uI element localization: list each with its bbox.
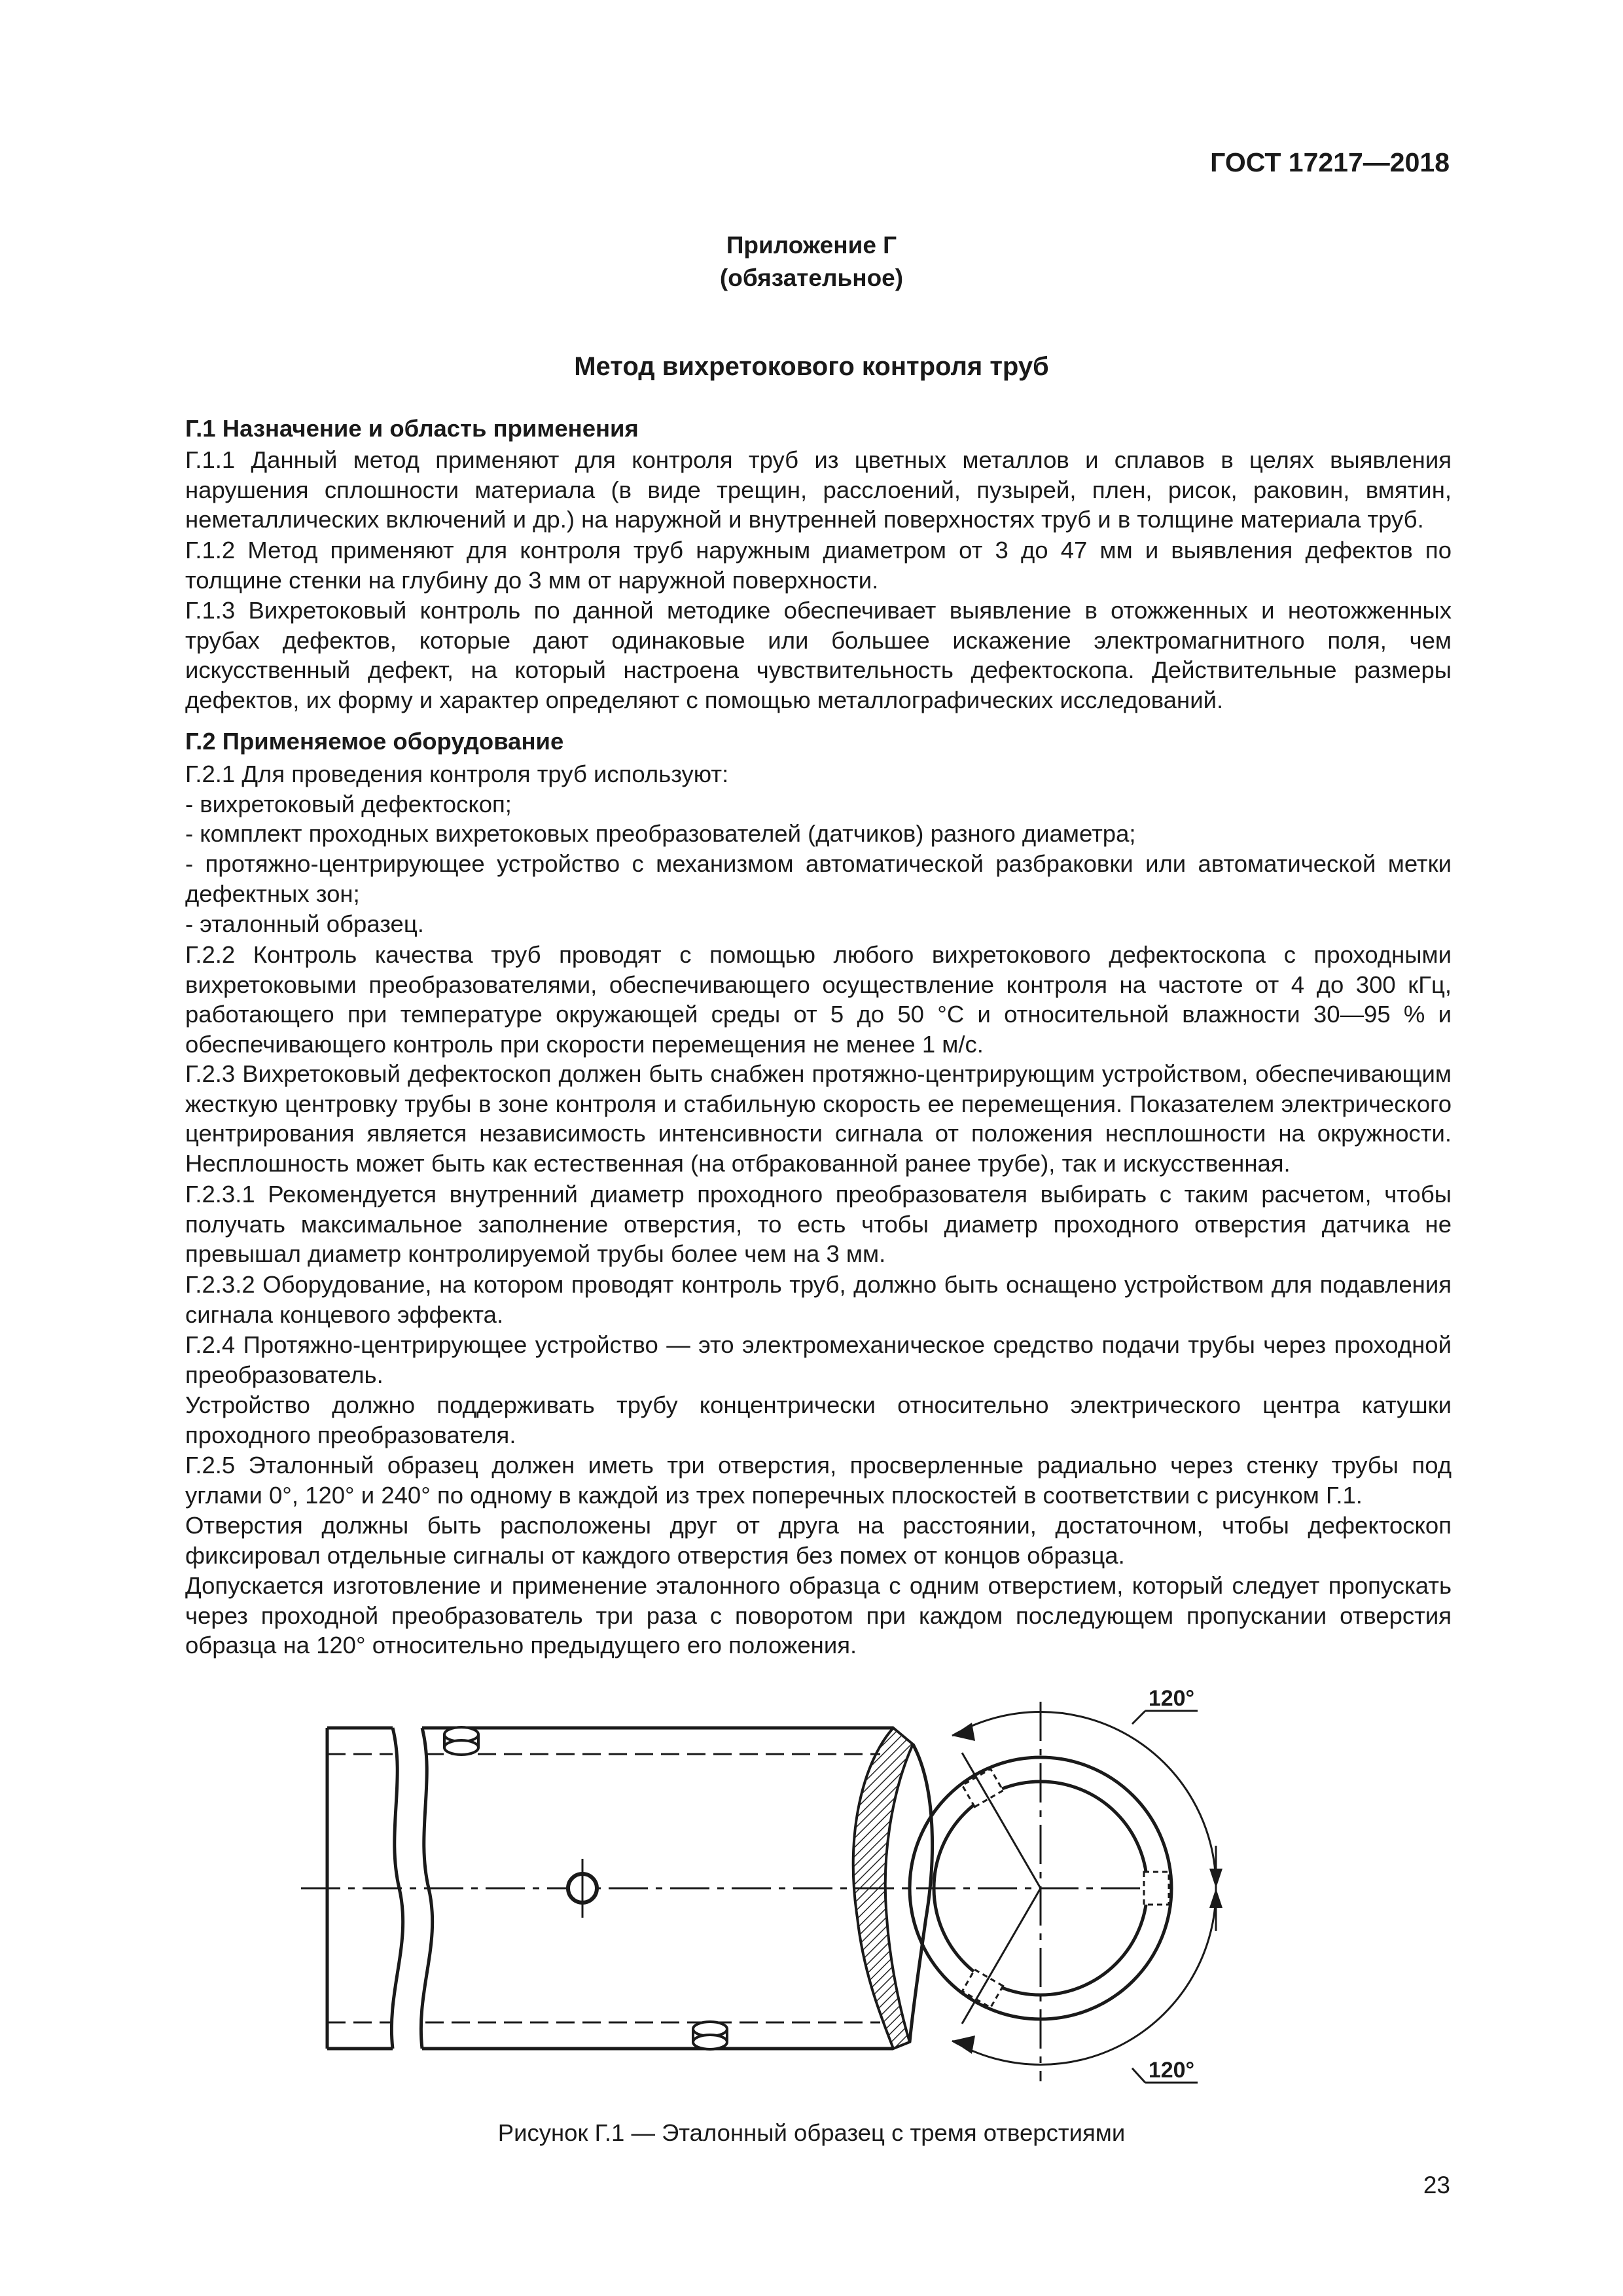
paragraph-text: Г.2.2 Контроль качества труб проводят с помощью любого вихретокового дефектоскопа с проходными вихретоковыми преобразователями, обеспечивающего осуществление контроля на частоте от 4 до 300 кГц, работающего при температуре окружающей среды от 5 до 50 °С и относительной влажности 30—95 % и обеспечивающего контроль при скорости перемещения не менее 1 м/с. [185,941,1452,1058]
list-item: - вихретоковый дефектоскоп; [185,790,512,817]
paragraph-text: Г.1.2 Метод применяют для контроля труб наружным диаметром от 3 до 47 мм и выявления дефектов по толщине стенки на глубину до 3 мм от наружной поверхности. [185,537,1452,594]
list-item: - комплект проходных вихретоковых преобразователей (датчиков) разного диаметра; [185,820,1136,848]
paragraph-g2-3-1 [116,1179,1452,1269]
paragraph-text: Г.2.1 Для проведения контроля труб используют: [185,761,729,787]
paragraph-text: Г.2.4 Протяжно-центрирующее устройство — это электромеханическое средство подачи трубы через проходной преобразователь. [185,1331,1452,1388]
reference-sample-figure [288,1682,1296,2101]
standard-number: ГОСТ 17217—2018 [1210,147,1450,177]
angle-label-top: 120° [1148,1686,1195,1711]
section-title: Метод вихретокового контроля труб [574,352,1049,381]
paragraph-text: Г.2.3 Вихретоковый дефектоскоп должен быть снабжен протяжно-центрирующим устройством, обеспечивающим жесткую центровку трубы в зоне контроля и стабильную скорость ее перемещения. Показателем электрического центрирования является независимость интенсивности сигнала от положения несплошности на окружности. Несплошность может быть как естественная (на отбракованной ранее трубе), так и искусственная. [185,1060,1452,1177]
paragraph-text: Допускается изготовление и применение эталонного образца с одним отверстием, который следует пропускать через проходной преобразователь три раза с поворотом при каждом последующем пропускании отверстия образца на 120° относительно предыдущего его положения. [185,1572,1452,1659]
paragraph-g2-4 [116,1330,1452,1390]
paragraph-text: Г.2.3.1 Рекомендуется внутренний диаметр проходного преобразователя выбирать с таким расчетом, чтобы получать максимальное заполнение отверстия, то есть чтобы диаметр проходного отверстия датчика не превышал диаметр контролируемой трубы более чем на 3 мм. [185,1181,1452,1268]
paragraph-text: Г.2.3.2 Оборудование, на котором проводят контроль труб, должно быть оснащено устройством для подавления сигнала концевого эффекта. [185,1271,1452,1328]
paragraph-g2-1 [116,759,1452,939]
appendix-title: Приложение Г [726,232,897,259]
paragraph-text: Отверстия должны быть расположены друг от друга на расстоянии, достаточном, чтобы дефектоскоп фиксировал отдельные сигналы от каждого отверстия без помех от концов образца. [185,1512,1452,1569]
page-number: 23 [1423,2172,1450,2198]
paragraph-g2-3-2 [116,1270,1452,1329]
heading-g2: Г.2 Применяемое оборудование [185,728,564,755]
paragraph-g1-1 [116,445,1452,535]
arrow-mid-top [1209,1869,1222,1888]
arrow-mid-bottom [1209,1888,1222,1908]
paragraph-g2-4b [116,1390,1452,1450]
section-g2 [116,726,1452,757]
hole-center [568,1859,597,1918]
paragraph-g1-2 [116,535,1452,595]
appendix-status: (обязательное) [719,264,904,291]
list-item: - протяжно-центрирующее устройство с механизмом автоматической разбраковки или автоматической метки дефектных зон; [185,850,1452,907]
paragraph-text: Г.1.1 Данный метод применяют для контроля труб из цветных металлов и сплавов в целях выявления нарушения сплошности материала (в виде трещин, расслоений, пузырей, плен, рисок, раковин, вмятин, неметаллических включений и др.) на наружной и внутренней поверхностях труб и в толщине материала труб. [185,446,1452,533]
hole-bottom [693,2022,727,2049]
paragraph-text: Устройство должно поддерживать трубу концентрически относительно электрического центра катушки проходного преобразователя. [185,1391,1452,1448]
paragraph-text: Г.2.5 Эталонный образец должен иметь три отверстия, просверленные радиально через стенку трубы под углами 0°, 120° и 240° по одному в каждой из трех поперечных плоскостей в соответствии с рисунком Г.1. [185,1452,1452,1509]
paragraph-g2-2 [116,940,1452,1060]
section-g1 [116,414,1452,444]
paragraph-g2-5c [116,1571,1452,1660]
paragraph-g2-5 [116,1450,1452,1510]
paragraph-g1-3 [116,596,1452,715]
angle-label-bottom: 120° [1148,2058,1195,2083]
pipe-cross-section [910,1702,1216,2081]
paragraph-text: Г.1.3 Вихретоковый контроль по данной методике обеспечивает выявление в отожженных и неотожженных трубах дефектов, которые дают одинаковые или большее искажение электромагнитного поля, чем искусственный дефект, на который настроена чувствительность дефектоскопа. Действительные размеры дефектов, их форму и характер определяют с помощью металлографических исследований. [185,597,1452,714]
paragraph-g2-3 [116,1059,1452,1179]
list-item: - эталонный образец. [185,910,424,937]
figure-caption: Рисунок Г.1 — Эталонный образец с тремя отверстиями [497,2119,1126,2146]
arrow-top [952,1723,975,1741]
heading-g1: Г.1 Назначение и область применения [185,415,639,442]
hole-top [444,1727,478,1755]
arrow-bottom [952,2036,975,2054]
paragraph-g2-5b [116,1511,1452,1570]
